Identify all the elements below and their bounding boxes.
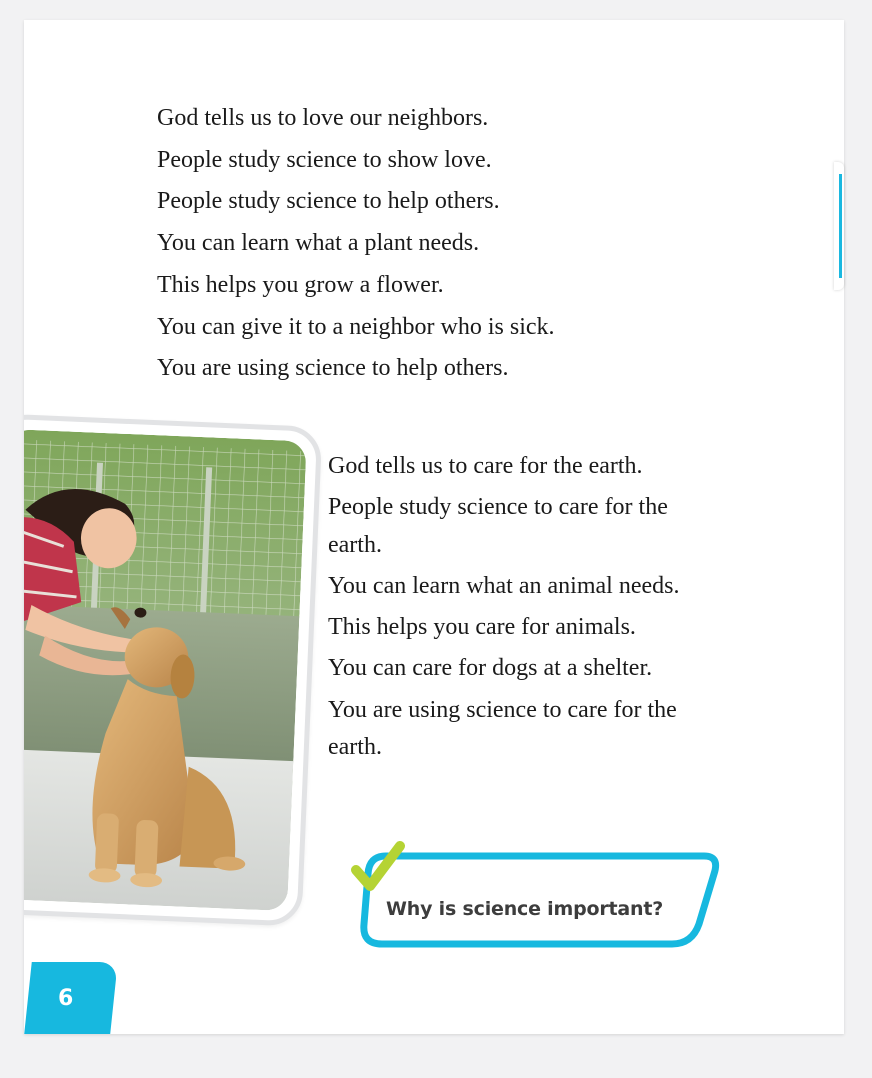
woman-petting-dog-photo <box>24 429 307 911</box>
text-line: You can give it to a neighbor who is sick. <box>157 313 555 340</box>
text-line: This helps you grow a flower. <box>157 271 444 298</box>
next-page-tab[interactable] <box>834 162 844 290</box>
checkmark-icon <box>350 840 410 902</box>
text-line: You are using science to care for the earth. <box>328 696 677 761</box>
text-line: People study science to care for the earth. <box>328 494 668 558</box>
question-text: Why is science important? <box>386 898 664 920</box>
text-line: God tells us to love our neighbors. <box>157 105 489 131</box>
text-line: You can care for dogs at a shelter. <box>328 655 653 682</box>
photo-frame <box>24 413 322 926</box>
text-line: You are using science to help others. <box>157 355 509 382</box>
text-line: This helps you care for animals. <box>328 614 636 641</box>
check-question-box <box>354 852 719 948</box>
paragraph-love-neighbors <box>157 98 555 390</box>
text-line: You can learn what a plant needs. <box>157 230 480 257</box>
paragraph-care-earth <box>328 448 708 770</box>
text-line: You can learn what an animal needs. <box>328 572 680 599</box>
text-line: God tells us to care for the earth. <box>328 453 643 479</box>
text-line: People study science to help others. <box>157 188 500 215</box>
text-line: People study science to show love. <box>157 146 492 173</box>
page-number: 6 <box>58 986 74 1011</box>
book-page <box>24 20 844 1034</box>
tab-accent-bar <box>839 174 842 278</box>
